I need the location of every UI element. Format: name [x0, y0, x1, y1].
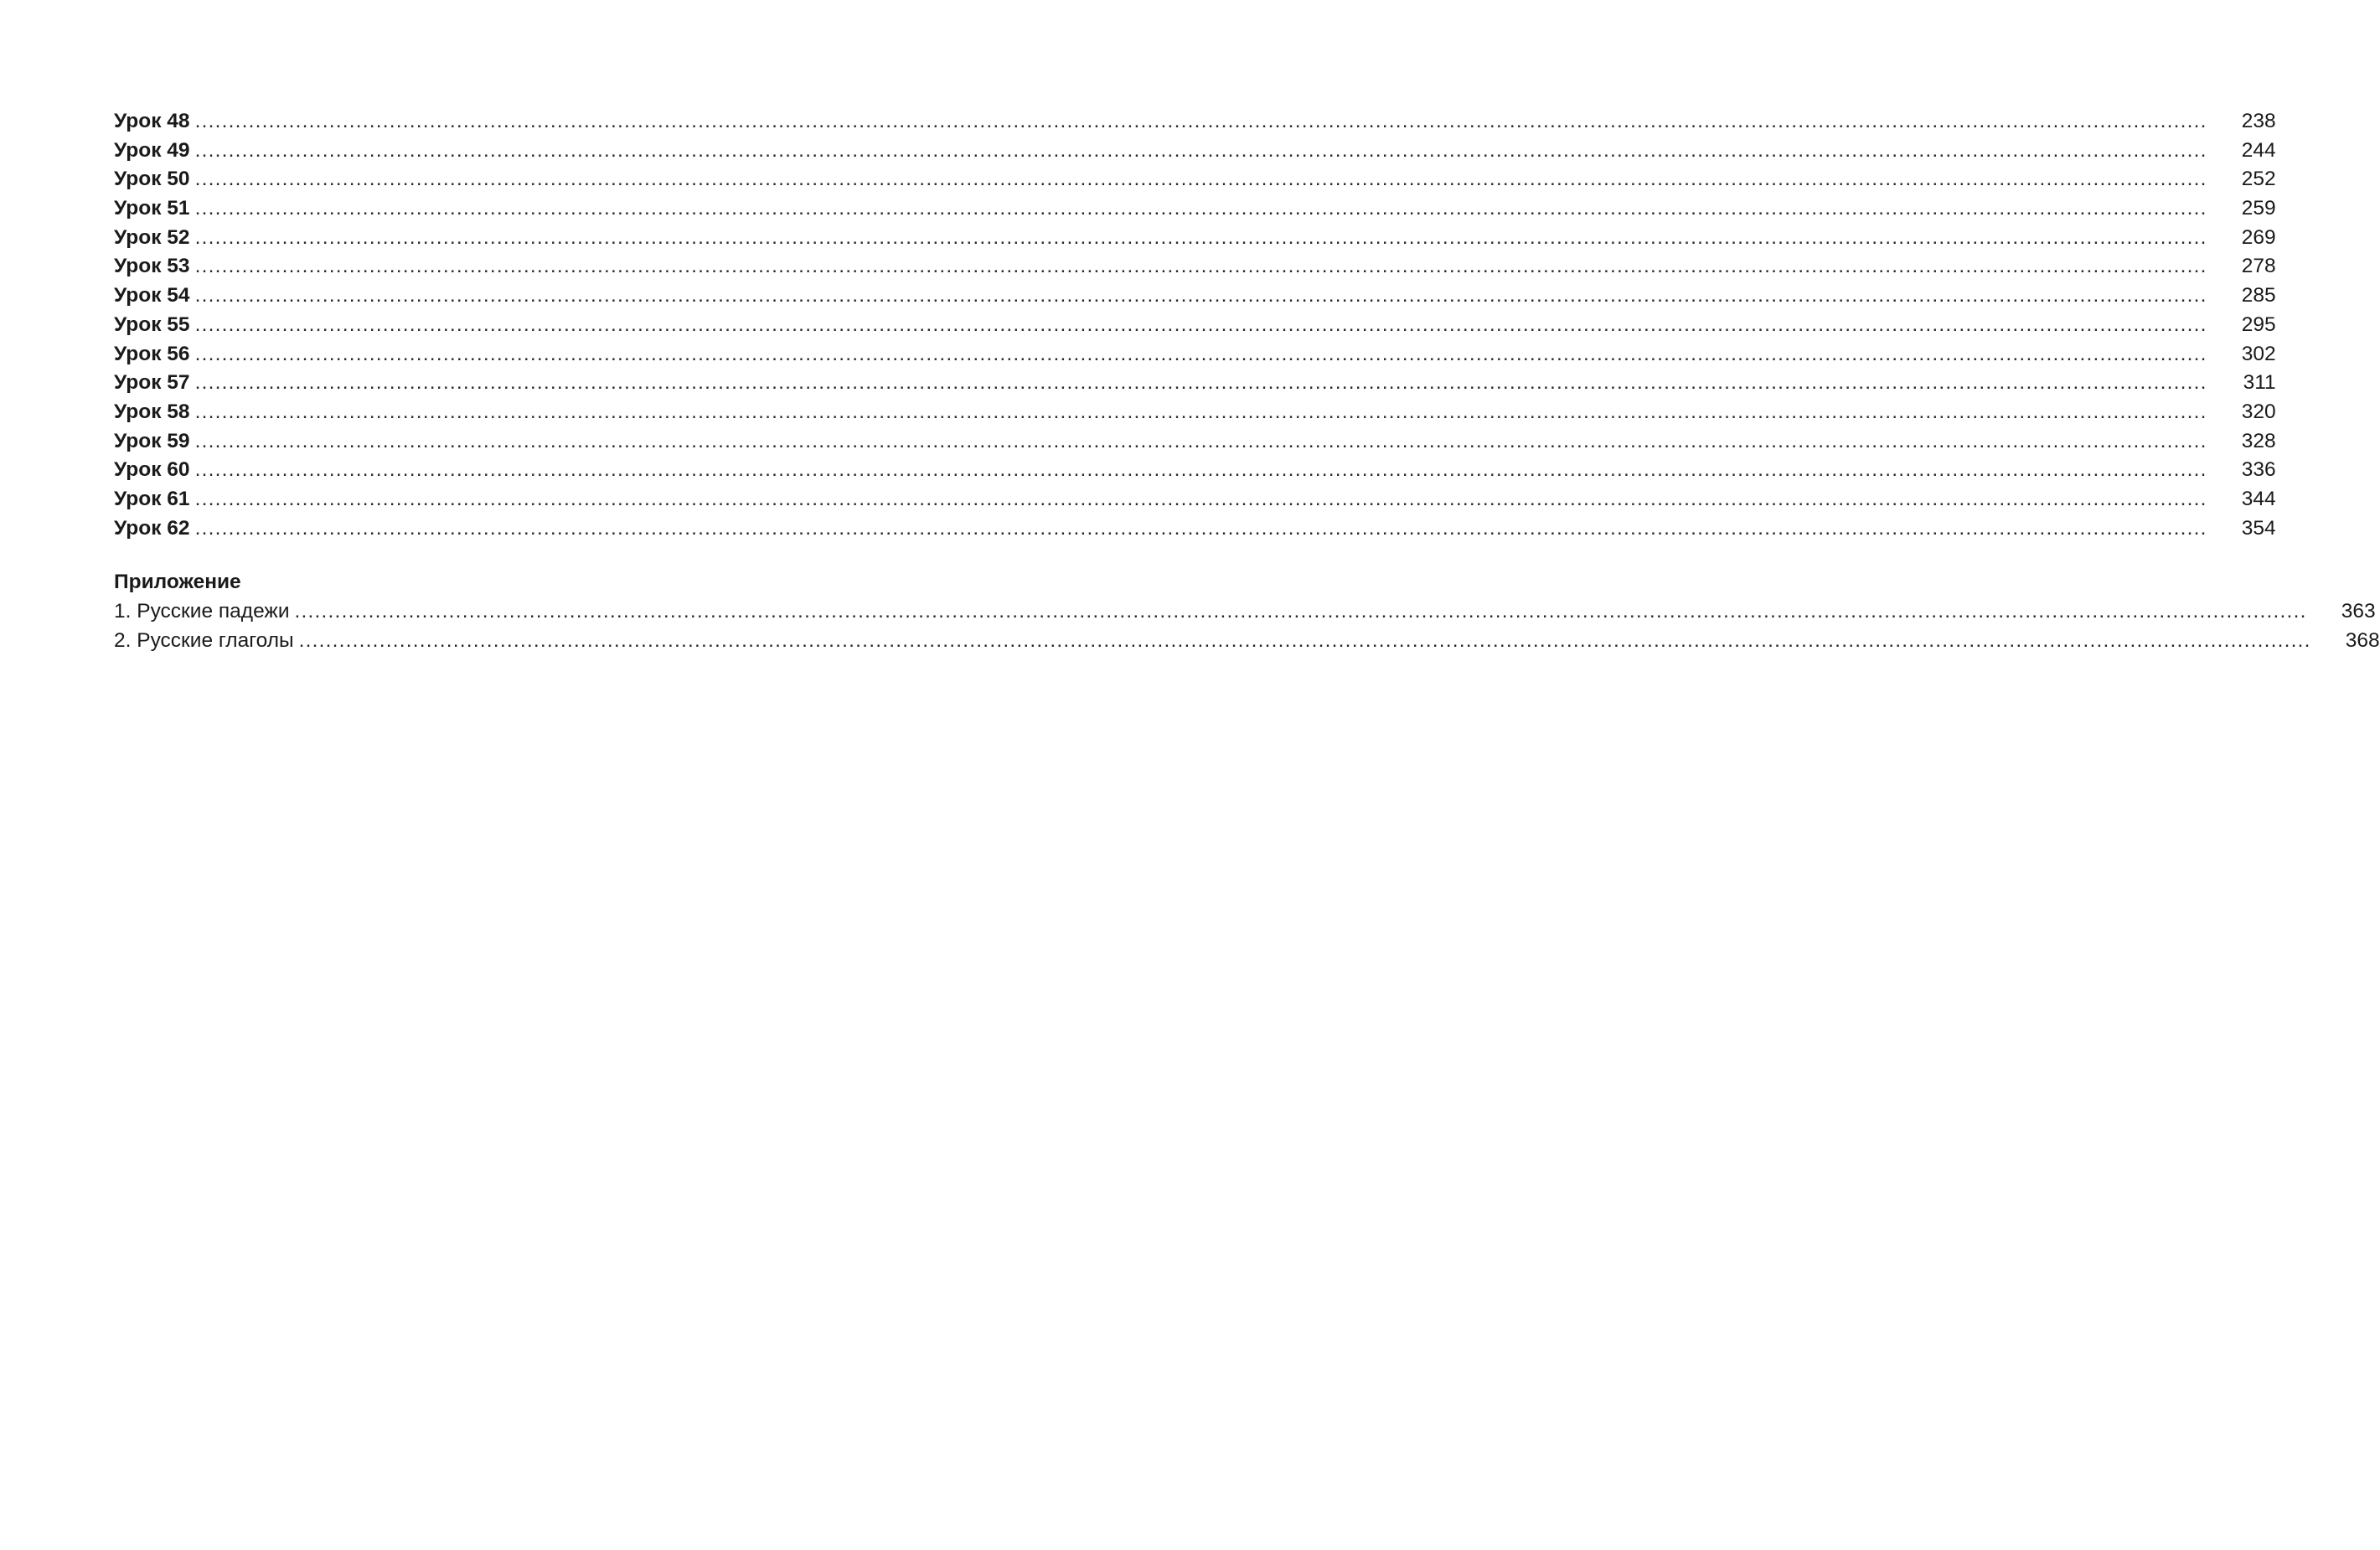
page-number: 259	[2241, 197, 2276, 220]
dot-leader: ............................................................................................................................................................................................................................................................................................................	[194, 313, 2207, 336]
dot-leader: ............................................................................................................................................................................................................................................................................................................	[194, 429, 2207, 452]
toc-entry-appendix-1[interactable]	[114, 597, 2376, 627]
entry-label: Урок 49	[114, 138, 190, 162]
page-number: 285	[2241, 284, 2276, 307]
page-number: 269	[2241, 225, 2276, 249]
page-number: 368	[2345, 628, 2380, 652]
entry-label: Урок 52	[114, 225, 190, 249]
entry-label: Урок 62	[114, 516, 190, 540]
toc-entry-lesson-58[interactable]	[114, 398, 2276, 427]
page-number: 295	[2241, 313, 2276, 336]
appendix-section	[114, 568, 2380, 655]
toc-entry-lesson-62[interactable]	[114, 514, 2276, 544]
entry-label: Урок 53	[114, 255, 190, 278]
dot-leader: ............................................................................................................................................................................................................................................................................................................	[194, 168, 2207, 191]
entry-label: Урок 61	[114, 487, 190, 510]
toc-entry-lesson-59[interactable]	[114, 427, 2276, 457]
toc-entry-lesson-51[interactable]	[114, 194, 2276, 224]
entry-label: Урок 54	[114, 284, 190, 307]
entry-label: Урок 57	[114, 371, 190, 395]
entry-label: Урок 55	[114, 313, 190, 336]
toc-entry-lesson-49[interactable]	[114, 137, 2276, 166]
page-number: 336	[2241, 458, 2276, 482]
page-number: 354	[2241, 516, 2276, 540]
dot-leader: ............................................................................................................................................................................................................................................................................................................	[194, 487, 2207, 510]
dot-leader: ............................................................................................................................................................................................................................................................................................................	[294, 600, 2307, 623]
page-number: 320	[2241, 400, 2276, 423]
entry-label: Урок 48	[114, 110, 190, 132]
page-number: 302	[2241, 342, 2276, 365]
page-number: 252	[2241, 168, 2276, 191]
toc-entry-lesson-54[interactable]	[114, 282, 2276, 311]
toc-entry-lesson-56[interactable]	[114, 340, 2276, 369]
dot-leader: ............................................................................................................................................................................................................................................................................................................	[194, 371, 2207, 395]
toc-entry-lesson-48[interactable]	[114, 107, 2276, 137]
dot-leader: ............................................................................................................................................................................................................................................................................................................	[298, 628, 2311, 652]
dot-leader: ............................................................................................................................................................................................................................................................................................................	[194, 400, 2207, 423]
dot-leader: ............................................................................................................................................................................................................................................................................................................	[194, 516, 2207, 540]
dot-leader: ............................................................................................................................................................................................................................................................................................................	[194, 138, 2207, 162]
appendix-heading: Приложение	[114, 571, 241, 594]
dot-leader: ............................................................................................................................................................................................................................................................................................................	[194, 458, 2207, 482]
page-number: 363	[2341, 600, 2376, 623]
toc-entry-lesson-57[interactable]	[114, 369, 2276, 398]
dot-leader: ............................................................................................................................................................................................................................................................................................................	[194, 110, 2207, 132]
page-number: 278	[2241, 255, 2276, 278]
toc-entry-lesson-52[interactable]	[114, 224, 2276, 253]
table-of-contents	[114, 107, 2380, 655]
toc-entry-appendix-2[interactable]	[114, 627, 2380, 656]
toc-entry-lesson-61[interactable]	[114, 485, 2276, 514]
dot-leader: ............................................................................................................................................................................................................................................................................................................	[194, 342, 2207, 365]
entry-label: 1. Русские падежи	[114, 600, 290, 623]
page-number: 311	[2243, 371, 2276, 395]
entry-label: Урок 51	[114, 197, 190, 220]
page-number: 344	[2241, 487, 2276, 510]
entry-label: Урок 56	[114, 342, 190, 365]
dot-leader: ............................................................................................................................................................................................................................................................................................................	[194, 284, 2207, 307]
entry-label: Урок 60	[114, 458, 190, 482]
entry-label: Урок 50	[114, 168, 190, 191]
toc-entry-lesson-55[interactable]	[114, 311, 2276, 340]
toc-entry-lesson-60[interactable]	[114, 456, 2276, 485]
dot-leader: ............................................................................................................................................................................................................................................................................................................	[194, 225, 2207, 249]
page-number: 238	[2241, 110, 2276, 132]
page-number: 244	[2241, 138, 2276, 162]
toc-entry-lesson-50[interactable]	[114, 165, 2276, 194]
dot-leader: ............................................................................................................................................................................................................................................................................................................	[194, 197, 2207, 220]
lesson-list	[114, 107, 2276, 543]
entry-label: Урок 59	[114, 429, 190, 452]
entry-label: 2. Русские глаголы	[114, 628, 294, 652]
page-number: 328	[2241, 429, 2276, 452]
dot-leader: ............................................................................................................................................................................................................................................................................................................	[194, 255, 2207, 278]
entry-label: Урок 58	[114, 400, 190, 423]
toc-entry-lesson-53[interactable]	[114, 252, 2276, 282]
